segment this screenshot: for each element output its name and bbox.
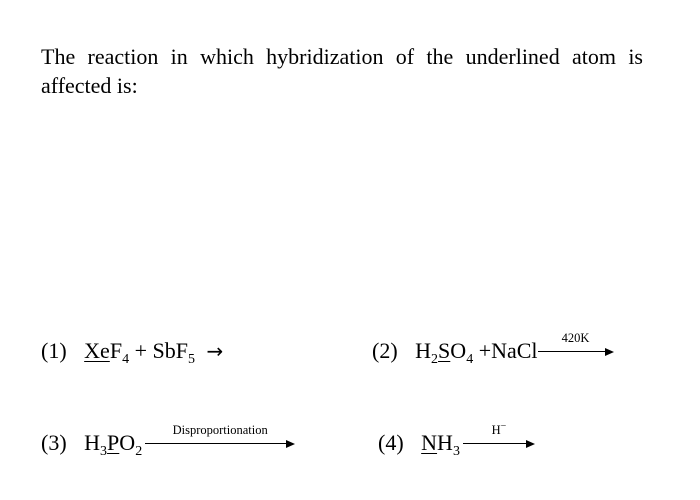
- reaction-arrow-icon: [538, 330, 614, 358]
- reaction-arrow-icon: [145, 422, 295, 450]
- option-1: [41, 338, 224, 367]
- underlined-atom-xe: Xe: [84, 338, 110, 363]
- formula-part: H: [437, 430, 453, 455]
- formula-part: NaCl: [491, 338, 538, 363]
- reaction-arrow-icon: →: [206, 339, 224, 363]
- option-number: (1): [41, 338, 67, 363]
- formula-part: H: [84, 430, 101, 455]
- formula-part: H: [415, 338, 432, 363]
- arrow-label-base: H: [491, 422, 501, 437]
- underlined-atom-s: S: [438, 338, 451, 363]
- plus-sign: +: [134, 338, 147, 363]
- underlined-atom-p: P: [107, 430, 120, 455]
- formula-part: O: [119, 430, 136, 455]
- formula-part: F: [109, 338, 123, 363]
- option-number: (2): [372, 338, 398, 363]
- subscript: 4: [466, 352, 474, 367]
- subscript: 2: [431, 352, 439, 367]
- option-3: [41, 422, 295, 459]
- plus-sign: +: [478, 338, 492, 363]
- option-number: (3): [41, 430, 67, 455]
- arrow-label: 420K: [561, 330, 590, 345]
- subscript: 5: [187, 352, 195, 367]
- subscript: 3: [100, 444, 108, 459]
- subscript: 3: [452, 444, 460, 459]
- arrow-label: [463, 420, 535, 437]
- arrow-label-sup: −: [500, 420, 507, 432]
- question-text: The reaction in which hybridization of the underlined atom is affected is:: [41, 44, 643, 98]
- option-number: (4): [378, 430, 404, 455]
- option-4: [378, 420, 535, 459]
- option-2: [372, 330, 614, 367]
- formula-part: O: [450, 338, 467, 363]
- subscript: 4: [122, 352, 130, 367]
- formula-part: SbF: [152, 338, 188, 363]
- subscript: 2: [135, 444, 143, 459]
- arrow-label: Disproportionation: [172, 422, 268, 437]
- reaction-arrow-icon: [463, 420, 535, 450]
- underlined-atom-n: N: [421, 430, 438, 455]
